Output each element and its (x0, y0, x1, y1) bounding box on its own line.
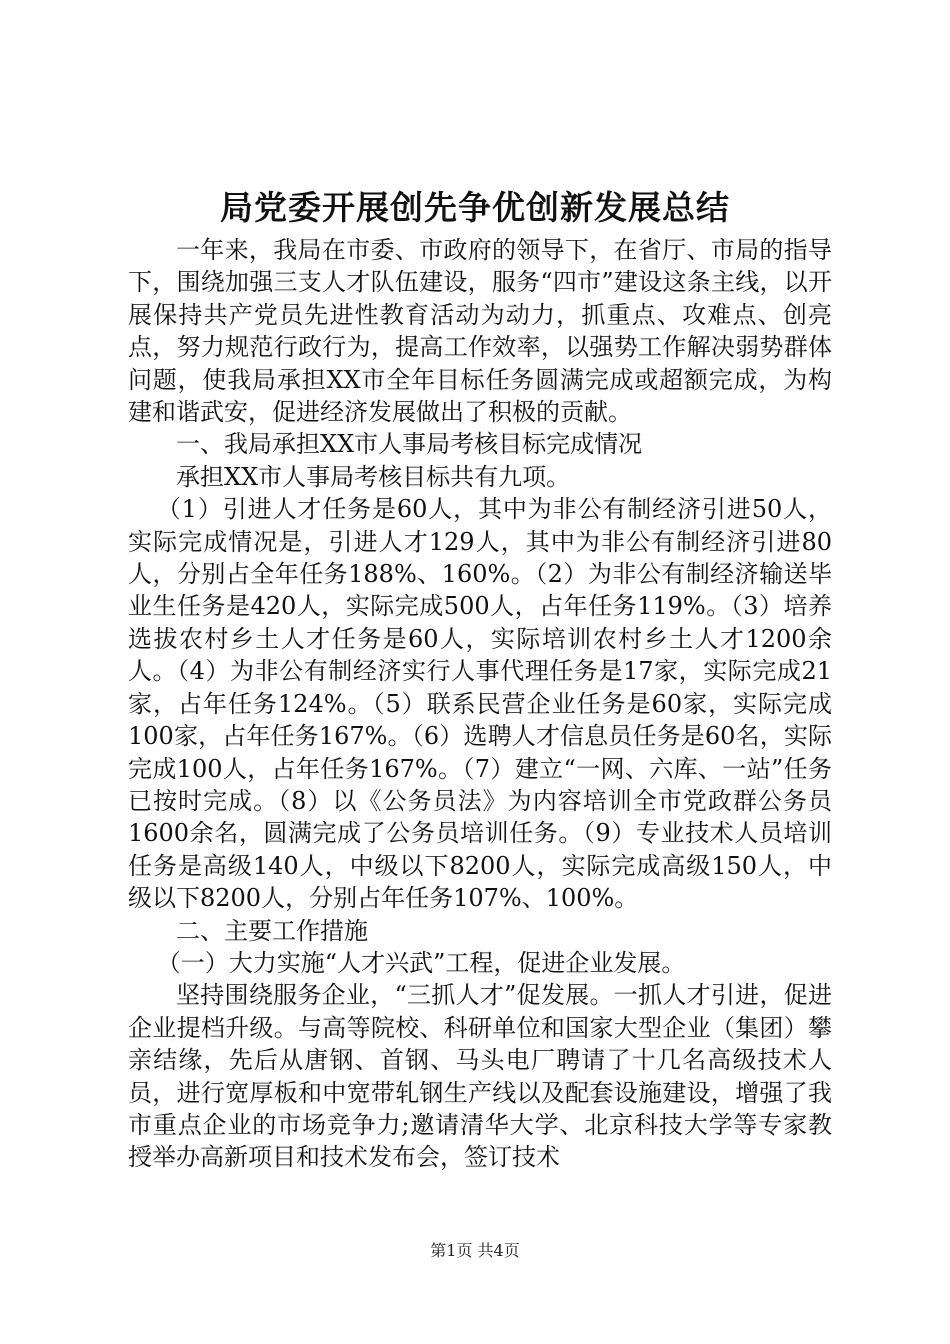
paragraph-summary: 承担XX市人事局考核目标共有九项。 (176, 462, 571, 491)
document-body (128, 234, 832, 1174)
paragraph-intro: 一年来，我局在市委、市政府的领导下，在省厅、市局的指导下，围绕加强三支人才队伍建设，服务“四市”建设这条主线，以开展保持共产党员先进性教育活动为动力，抓重点、攻难点、创亮点，努力规范行政行为，提高工作效率，以强势工作解决弱势群体问题，使我局承担XX市全年目标任务圆满完成或超额完成，为构建和谐武安，促进经济发展做出了积极的贡献。 (128, 236, 832, 427)
section-heading-2: 二、主要工作措施 (176, 916, 368, 945)
subsection-heading-1: （一）大力实施“人才兴武”工程，促进企业发展。 (156, 948, 686, 977)
paragraph-measures: 坚持围绕服务企业，“三抓人才”促发展。一抓人才引进，促进企业提档升级。与高等院校、科研单位和国家大型企业（集团）攀亲结缘，先后从唐钢、首钢、马头电厂聘请了十几名高级技术人员，进行宽厚板和中宽带轧钢生产线以及配套设施建设，增强了我市重点企业的市场竞争力;邀请清华大学、北京科技大学等专家教授举办高新项目和技术发布会，签订技术 (128, 981, 832, 1172)
document-title: 局党委开展创先争优创新发展总结 (220, 188, 730, 227)
page-footer: 第1页 共4页 (430, 1241, 520, 1260)
section-heading-1: 一、我局承担XX市人事局考核目标完成情况 (176, 430, 643, 459)
paragraph-targets: （1）引进人才任务是60人，其中为非公有制经济引进50人，实际完成情况是，引进人才129人，其中为非公有制经济引进80人，分别占全年任务188%、160%。（2）为非公有制经济输送毕业生任务是420人，实际完成500人，占年任务119%。（3）培养选拔农村乡土人才任务是60人，实际培训农村乡土人才1200余人。（4）为非公有制经济实行人事代理任务是17家，实际完成21家，占年任务124%。（5）联系民营企业任务是60家，实际完成100家，占年任务167%。（6）选聘人才信息员任务是60名，实际完成100人，占年任务167%。（7）建立“一网、六库、一站”任务已按时完成。（8）以《公务员法》为内容培训全市党政群公务员1600余名，圆满完成了公务员培训任务。（9）专业技术人员培训任务是高级140人，中级以下8200人，实际完成高级150人，中级以下8200人，分别占年任务107%、100%。 (128, 495, 832, 913)
